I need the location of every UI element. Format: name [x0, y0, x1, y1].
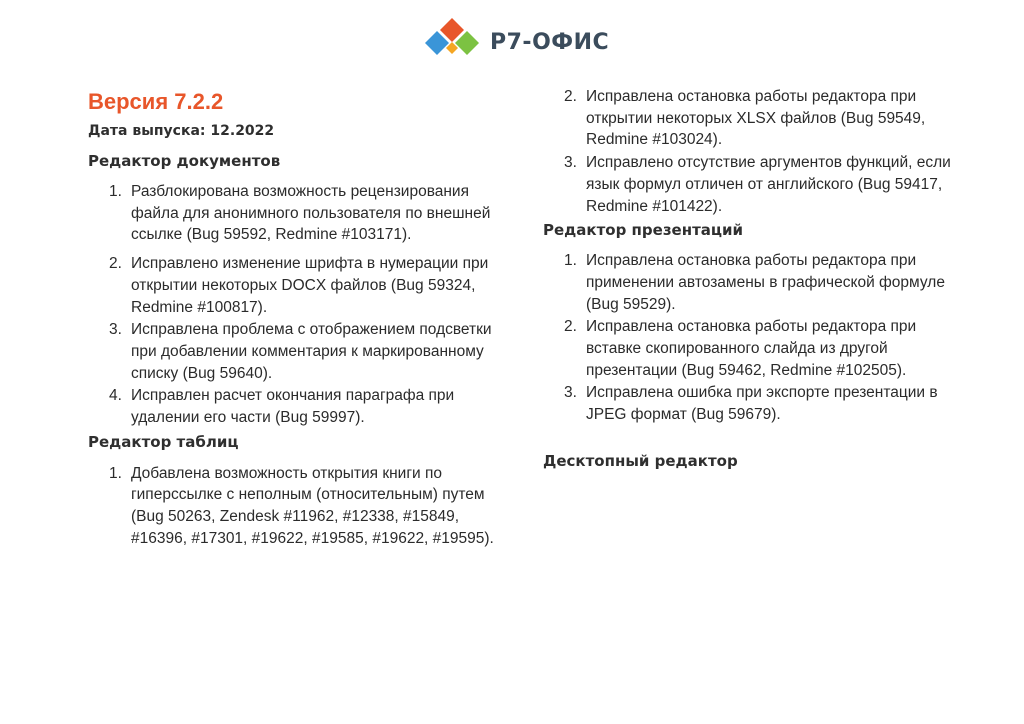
- list-number: 2.: [564, 88, 577, 105]
- list-text: Исправлена остановка работы редактора при открытии некоторых XLSX файлов (Bug 59549, Redmine #103024).: [586, 88, 926, 149]
- list-number: 3.: [564, 384, 577, 402]
- list-number: 2.: [564, 318, 577, 336]
- list-item: [88, 181, 508, 246]
- tables-list-continued: [543, 86, 963, 217]
- brand-logo: [420, 14, 609, 70]
- list-number: 1.: [109, 183, 122, 200]
- list-item: [88, 319, 508, 384]
- list-item: [543, 250, 963, 315]
- list-text: Исправлено изменение шрифта в нумерации при открытии некоторых DOCX файлов (Bug 59324, Redmine #100817).: [131, 255, 489, 316]
- list-number: 3.: [564, 154, 577, 172]
- list-text: Исправлен расчет окончания параграфа при удалении его части (Bug 59997).: [131, 387, 455, 427]
- tables-list: [88, 463, 508, 550]
- list-item: [543, 316, 963, 381]
- list-item: [543, 382, 963, 425]
- documents-list: [88, 181, 508, 429]
- list-text: Исправлена проблема с отображением подсветки при добавлении комментария к маркированному списку (Bug 59640).: [131, 321, 492, 382]
- right-column: [543, 86, 963, 472]
- release-date: Дата выпуска: 12.2022: [88, 123, 275, 139]
- list-item: [88, 385, 508, 428]
- list-text: Исправлена ошибка при экспорте презентации в JPEG формат (Bug 59679).: [586, 384, 938, 424]
- logo-diamonds-icon: [420, 16, 484, 68]
- list-number: 4.: [109, 387, 122, 405]
- list-item: [543, 86, 963, 151]
- section-heading-presentations: Редактор презентаций: [543, 221, 744, 240]
- list-text: Исправлена остановка работы редактора при вставке скопированного слайда из другой презентации (Bug 59462, Redmine #102505).: [586, 318, 917, 379]
- list-text: Исправлено отсутствие аргументов функций, если язык формул отличен от английского (Bug 59417, Redmine #101422).: [586, 154, 951, 215]
- section-heading-desktop: Десктопный редактор: [543, 451, 738, 470]
- list-number: 2.: [109, 255, 122, 273]
- list-text: Исправлена остановка работы редактора при применении автозамены в графической формуле (Bug 59529).: [586, 252, 945, 313]
- version-title: Версия 7.2.2: [88, 89, 224, 114]
- list-item: [543, 152, 963, 217]
- list-number: 1.: [564, 252, 577, 270]
- list-text: Разблокирована возможность рецензирования файла для анонимного пользователя по внешней ссылке (Bug 59592, Redmine #103171).: [131, 183, 491, 244]
- logo-text: Р7-ОФИС: [490, 29, 610, 55]
- section-heading-tables: Редактор таблиц: [88, 432, 239, 451]
- list-number: 3.: [109, 321, 122, 339]
- section-heading-documents: Редактор документов: [88, 152, 281, 170]
- presentations-list: [543, 250, 963, 426]
- list-item: [88, 463, 508, 550]
- list-text: Добавлена возможность открытия книги по гиперссылке с неполным (относительным) путем (Bug 50263, Zendesk #11962, #12338, #15849, #16396, #17301, #19622, #19585, #19622, #19595).: [131, 464, 494, 547]
- left-column: [88, 86, 508, 550]
- list-item: [88, 253, 508, 318]
- list-number: 1.: [109, 464, 122, 482]
